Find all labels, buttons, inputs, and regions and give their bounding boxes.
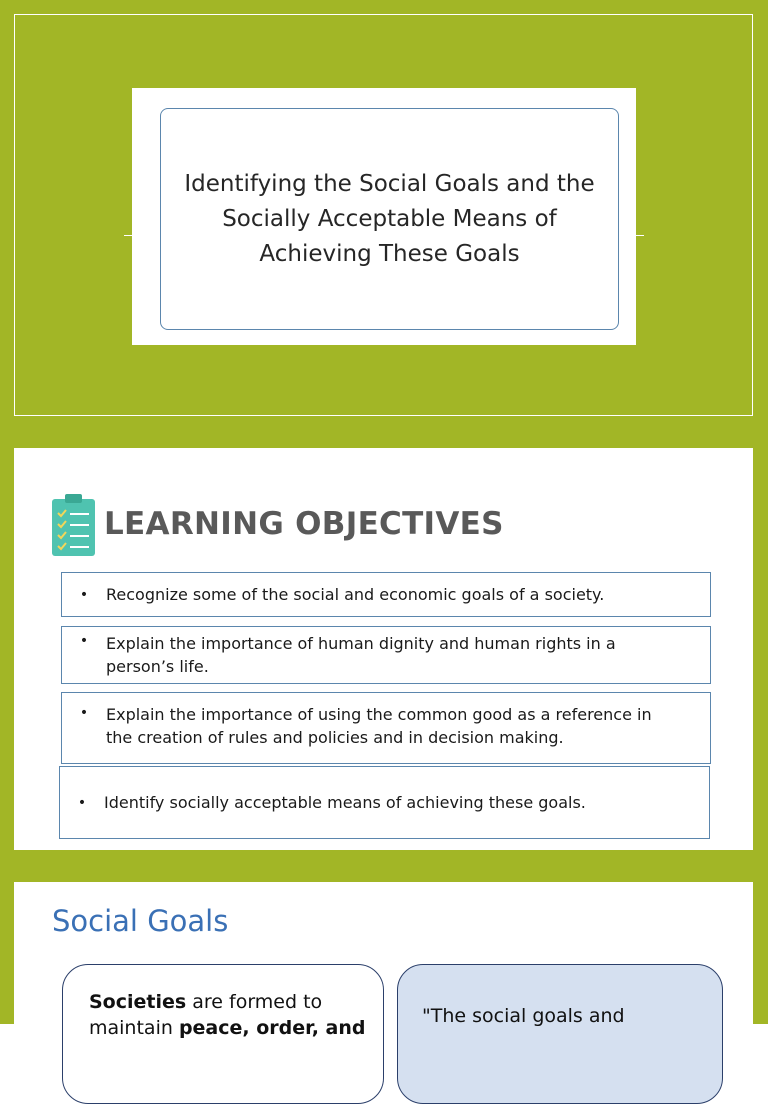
title-line-3: Achieving These Goals [259,240,520,267]
textbox-text: Societies are formed to maintain peace, order, and [89,991,366,1039]
slide-panel [14,448,753,850]
objective-box [61,626,711,684]
bullet: • [79,705,89,721]
title-line-1: Identifying the Social Goals and the [184,170,595,197]
bullet: • [79,633,89,649]
divider-line-right [636,235,644,236]
social-goals-slide [0,866,768,1039]
learning-objectives-slide [0,432,768,866]
objective-box [61,572,711,617]
title-line-2: Socially Acceptable Means of [222,205,557,232]
section-heading: LEARNING OBJECTIVES [104,506,504,542]
bullet: • [77,794,87,811]
clipboard-checklist-icon [51,493,96,557]
title-slide [0,0,768,432]
slide-title [168,167,610,272]
societies-textbox [62,964,384,1104]
quote-text: "The social goals and [422,1005,625,1027]
objective-box [61,692,711,764]
objective-box [59,766,710,839]
divider-line-left [124,235,132,236]
section-heading: Social Goals [52,904,229,938]
slide-panel [14,882,753,1042]
objective-text: Explain the importance of using the common good as a reference in the creation of rules and policies and in decision making. [106,705,652,747]
title-box [160,108,619,330]
quote-textbox [397,964,723,1104]
objective-text: Explain the importance of human dignity and human rights in a person’s life. [106,634,616,676]
title-card [132,88,636,345]
bullet: • [79,586,89,603]
objective-text: Identify socially acceptable means of achieving these goals. [104,793,586,812]
objective-text: Recognize some of the social and economic goals of a society. [106,585,605,604]
